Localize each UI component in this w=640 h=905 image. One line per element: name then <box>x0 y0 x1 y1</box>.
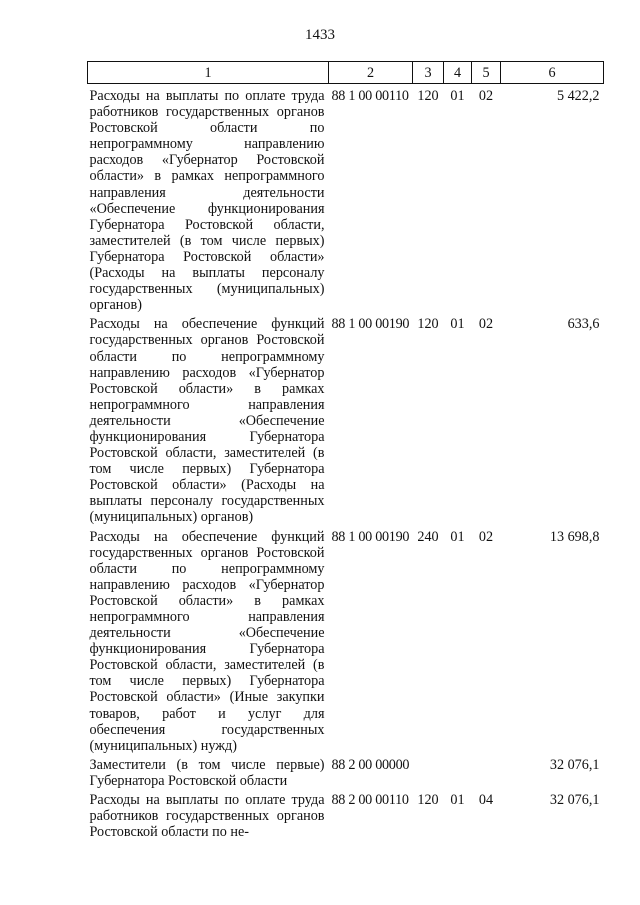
section-code: 01 <box>450 528 465 545</box>
expense-name: Расходы на выплаты по оплате труда работников государственных органов Ростовской области по не- <box>89 792 325 841</box>
header-row <box>88 62 604 84</box>
subsection-code: 04 <box>478 792 494 809</box>
table-row <box>88 757 604 792</box>
column-header-2: 2 <box>329 62 413 84</box>
column-header-5: 5 <box>472 62 501 84</box>
section-code: 01 <box>450 316 465 333</box>
subsection-code: 02 <box>478 88 494 104</box>
amount: 32 076,1 <box>549 792 600 809</box>
amount: 633,6 <box>567 316 600 333</box>
table-row <box>88 792 604 843</box>
subsection-code: 02 <box>478 528 494 545</box>
budget-table <box>87 61 604 843</box>
amount: 13 698,8 <box>549 528 600 545</box>
amount: 32 076,1 <box>549 756 600 773</box>
table-row <box>88 316 604 528</box>
section-code: 01 <box>450 88 465 104</box>
expense-group: 120 <box>417 792 439 809</box>
expense-name: Расходы на обеспечение функций государственных органов Ростовской области по непрограммному направлению расходов «Губернатор Ростовской области» в рамках непрограммного направления деятельности «Обеспечение функционирования Губернатора Ростовской области, заместителей (в том числе первых) Губернатора Ростовской области» (Иные закупки товаров, работ и услуг для обеспечения государственных (муниципальных) нужд) <box>89 528 325 754</box>
target-code: 88 1 00 00110 <box>331 88 409 104</box>
expense-group: 240 <box>417 528 439 545</box>
column-header-4: 4 <box>444 62 472 84</box>
page-number: 1433 <box>305 27 335 43</box>
section-code <box>444 757 472 792</box>
column-header-3: 3 <box>413 62 444 84</box>
column-header-1: 1 <box>88 62 329 84</box>
column-header-6: 6 <box>501 62 604 84</box>
expense-group: 120 <box>417 88 439 104</box>
expense-name: Заместители (в том числе первые) Губернатора Ростовской области <box>89 756 325 789</box>
table-body <box>88 84 604 844</box>
expense-group <box>413 757 444 792</box>
expense-name: Расходы на выплаты по оплате труда работников государственных органов Ростовской области по непрограммному направлению расходов «Губернатор Ростовской области» в рамках непрограммного направления деятельности «Обеспечение функционирования Губернатора Ростовской области, заместителей (в том числе первых) Губернатора Ростовской области» (Расходы на выплаты персоналу государственных (муниципальных) органов) <box>89 88 325 314</box>
target-code: 88 1 00 00190 <box>331 316 410 333</box>
section-code: 01 <box>450 792 465 809</box>
subsection-code: 02 <box>478 316 494 333</box>
table-header <box>88 62 604 84</box>
subsection-code <box>472 757 501 792</box>
expense-name: Расходы на обеспечение функций государственных органов Ростовской области по непрограммному направлению расходов «Губернатор Ростовской области» в рамках непрограммного направления деятельности «Обеспечение функционирования Губернатора Ростовской области, заместителей (в том числе первых) Губернатора Ростовской области» (Расходы на выплаты персоналу государственных (муниципальных) органов) <box>89 316 325 526</box>
table-row <box>88 84 604 317</box>
table-row <box>88 529 604 757</box>
amount: 5 422,2 <box>556 88 600 104</box>
target-code: 88 2 00 00110 <box>331 792 409 809</box>
target-code: 88 1 00 00190 <box>331 528 410 545</box>
target-code: 88 2 00 00000 <box>331 756 410 773</box>
expense-group: 120 <box>417 316 439 333</box>
